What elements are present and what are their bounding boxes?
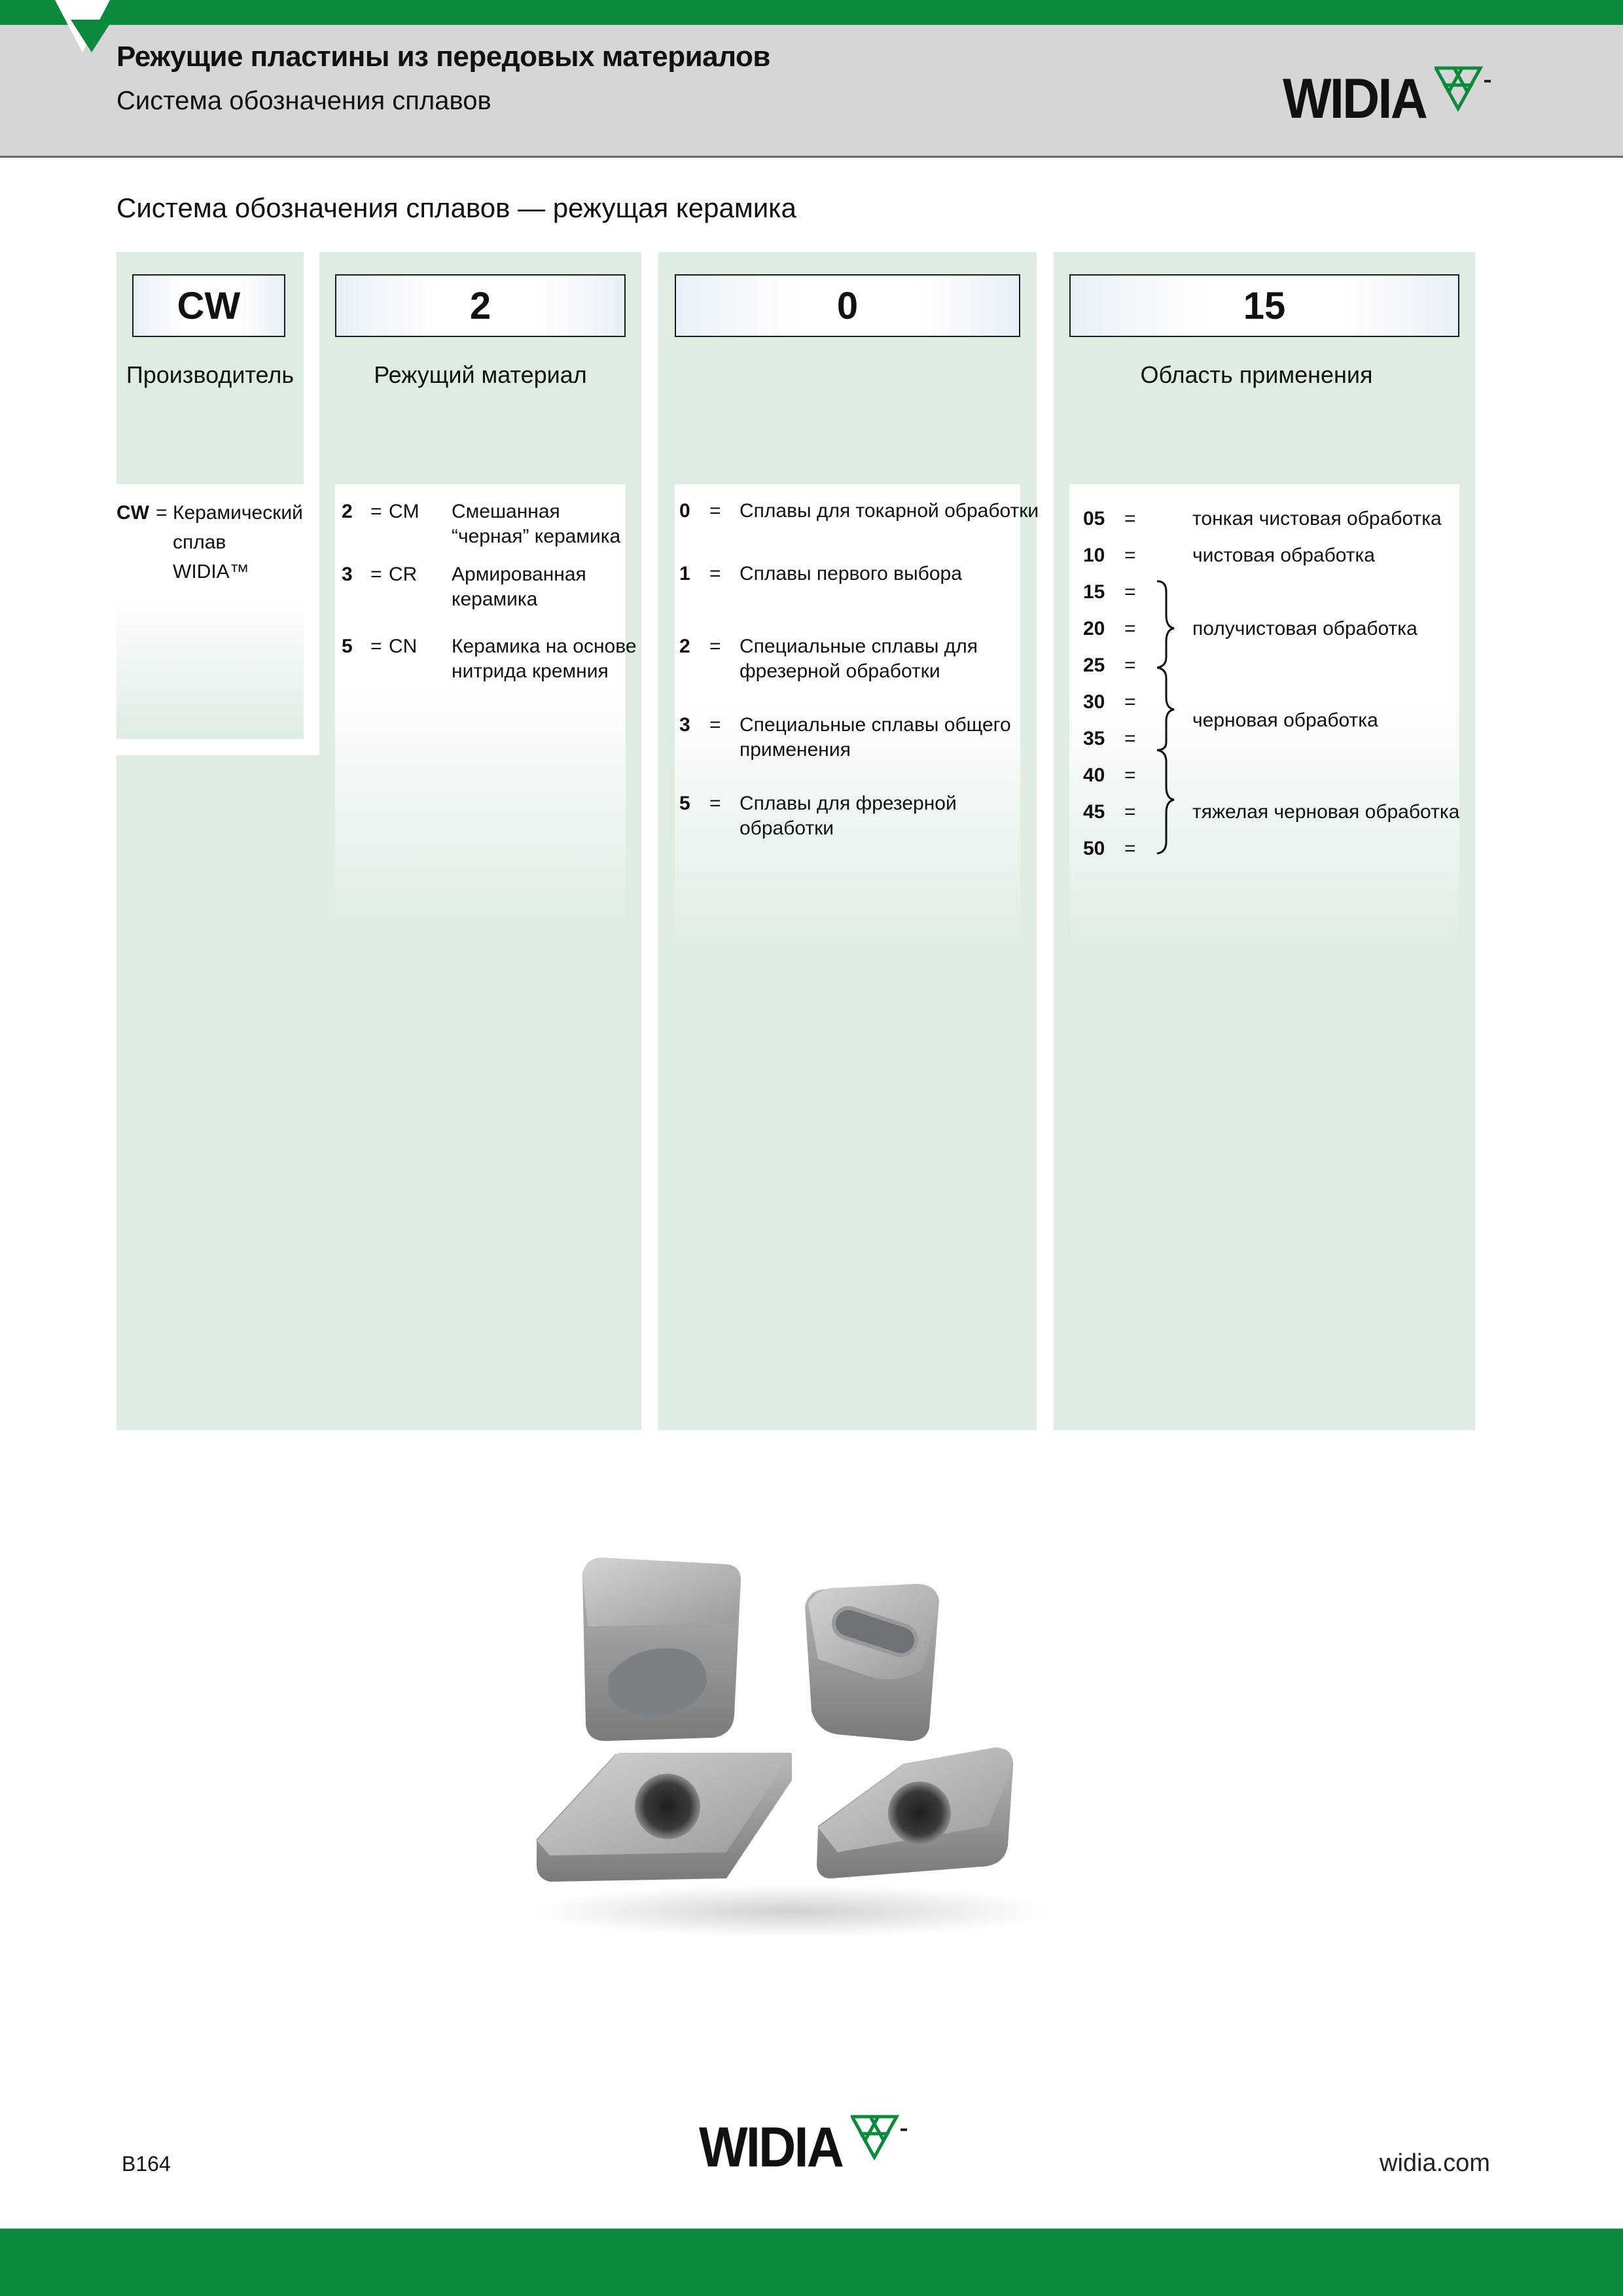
grade-eq: = <box>709 636 721 657</box>
application-desc: тонкая чистовая обработка <box>1192 508 1442 529</box>
grade-eq: = <box>709 500 721 522</box>
material-num: 2 <box>342 501 353 522</box>
application-code: 35 <box>1083 728 1105 749</box>
grade-num: 3 <box>679 714 690 736</box>
page-title: Режущие пластины из передовых материалов <box>116 41 770 73</box>
application-eq: = <box>1124 508 1136 529</box>
manufacturer-line: сплав <box>173 531 226 553</box>
code-box-application: 15 <box>1069 274 1459 337</box>
grade-desc: применения <box>740 739 851 761</box>
grade-num: 2 <box>679 636 690 657</box>
grade-desc: Сплавы для фрезерной <box>740 793 957 814</box>
application-desc: чистовая обработка <box>1192 545 1375 566</box>
code-box-manufacturer: CW <box>132 274 285 337</box>
widia-logo <box>1283 65 1495 130</box>
label-application: Область применения <box>1140 361 1373 388</box>
material-desc: “черная” керамика <box>452 526 621 547</box>
material-desc: керамика <box>452 588 538 610</box>
application-eq: = <box>1124 838 1136 859</box>
application-code: 30 <box>1083 691 1105 713</box>
bottom-green-bar <box>0 2229 1623 2296</box>
grade-eq: = <box>709 793 721 814</box>
page-subtitle: Система обозначения сплавов <box>116 86 491 115</box>
material-box <box>335 484 626 929</box>
application-desc: получистовая обработка <box>1192 618 1418 639</box>
application-eq: = <box>1124 655 1136 676</box>
manufacturer-key: CW <box>116 502 149 524</box>
material-desc: Армированная <box>452 564 586 585</box>
manufacturer-eq: = <box>156 502 168 524</box>
application-eq: = <box>1124 691 1136 713</box>
application-desc: тяжелая черновая обработка <box>1192 801 1460 823</box>
application-code: 20 <box>1083 618 1105 639</box>
section-heading: Система обозначения сплавов — режущая керамика <box>116 192 796 223</box>
grade-desc: фрезерной обработки <box>740 660 940 682</box>
application-eq: = <box>1124 618 1136 639</box>
grade-desc: Специальные сплавы общего <box>740 714 1011 736</box>
curly-brace-icon <box>1154 579 1181 860</box>
grade-desc: Специальные сплавы для <box>740 636 978 657</box>
grade-num: 1 <box>679 563 690 584</box>
application-code: 15 <box>1083 581 1105 603</box>
website-link[interactable]: widia.com <box>1380 2149 1490 2177</box>
material-code: CR <box>389 564 418 585</box>
application-eq: = <box>1124 801 1136 823</box>
label-manufacturer: Производитель <box>126 361 294 388</box>
logo-wordmark: WIDIA <box>699 2116 843 2179</box>
grade-desc: Сплавы для токарной обработки <box>740 500 1039 522</box>
ceramic-inserts-image <box>510 1545 1073 1950</box>
material-desc: Керамика на основе <box>452 636 637 657</box>
logo-wordmark: WIDIA <box>1283 67 1427 130</box>
application-code: 45 <box>1083 801 1105 823</box>
material-num: 3 <box>342 564 353 585</box>
page-number: B164 <box>122 2152 171 2176</box>
widia-triangles-icon <box>1435 65 1495 113</box>
grade-eq: = <box>709 563 721 584</box>
application-code: 10 <box>1083 545 1105 566</box>
application-eq: = <box>1124 764 1136 786</box>
application-code: 50 <box>1083 838 1105 859</box>
code-box-grade: 0 <box>675 274 1020 337</box>
corner-green-triangle <box>71 20 113 52</box>
application-code: 05 <box>1083 508 1105 529</box>
top-green-bar <box>0 0 1623 25</box>
application-desc: черновая обработка <box>1192 709 1378 731</box>
material-code: CM <box>389 501 419 522</box>
material-eq: = <box>370 636 382 657</box>
application-eq: = <box>1124 728 1136 749</box>
manufacturer-line: Керамический <box>173 502 303 524</box>
application-eq: = <box>1124 581 1136 603</box>
grade-desc: Сплавы первого выбора <box>740 563 962 584</box>
widia-triangles-icon <box>851 2114 911 2161</box>
application-code: 25 <box>1083 655 1105 676</box>
application-code: 40 <box>1083 764 1105 786</box>
widia-logo-footer <box>699 2114 911 2179</box>
grade-eq: = <box>709 714 721 736</box>
code-box-material: 2 <box>335 274 626 337</box>
material-desc: Смешанная <box>452 501 560 522</box>
panel-manufacturer-lower <box>116 755 319 1430</box>
grade-desc: обработки <box>740 817 834 839</box>
material-eq: = <box>370 501 382 522</box>
material-code: CN <box>389 636 418 657</box>
manufacturer-line: WIDIA™ <box>173 561 249 583</box>
application-eq: = <box>1124 545 1136 566</box>
material-eq: = <box>370 564 382 585</box>
material-num: 5 <box>342 636 353 657</box>
material-desc: нитрида кремния <box>452 660 609 682</box>
grade-num: 5 <box>679 793 690 814</box>
label-material: Режущий материал <box>374 361 587 388</box>
grade-num: 0 <box>679 500 690 522</box>
